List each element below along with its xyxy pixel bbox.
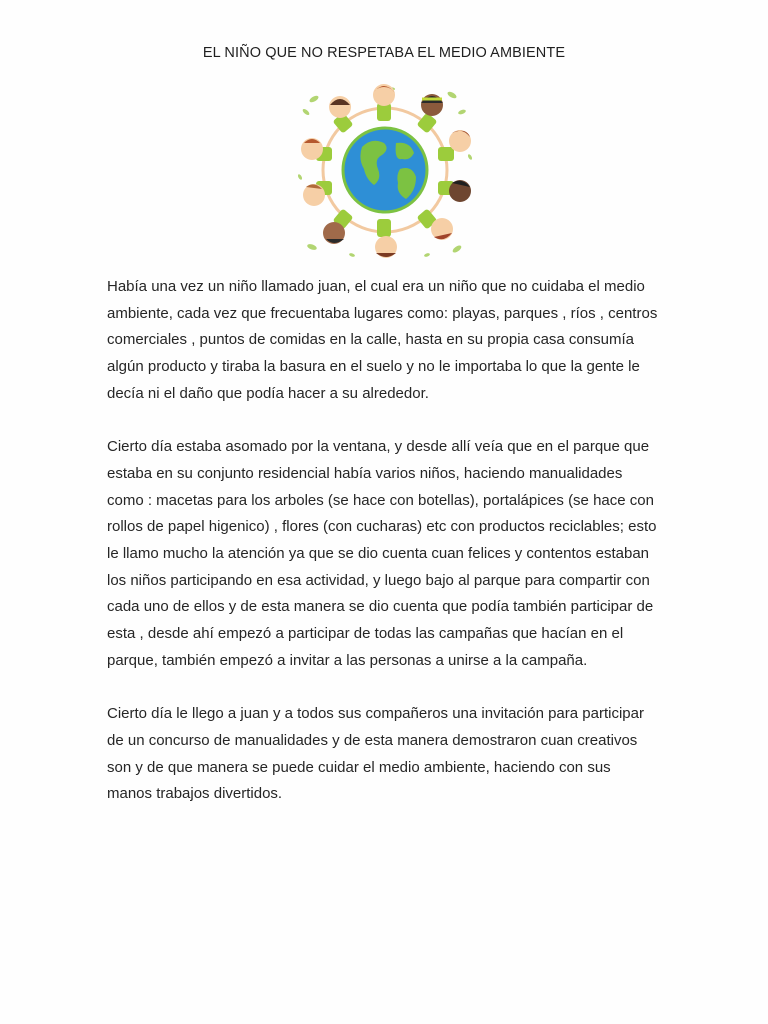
text-line: Cierto día le llego a juan y a todos sus compañeros una invitación para participar — [107, 705, 644, 723]
document-title: EL NIÑO QUE NO RESPETABA EL MEDIO AMBIENTE — [202, 45, 566, 61]
text-line: parque, también empezó a invitar a las personas a unirse a la campaña. — [107, 651, 588, 669]
text-line: los niños participando en esa actividad, y luego bajo al parque para compartir con — [107, 571, 650, 589]
text-line: decía ni el daño que podía hacer a su alrededor. — [107, 384, 429, 402]
paragraph-2 — [107, 434, 667, 674]
text-line: ambiente, cada vez que frecuentaba lugares como: playas, parques , ríos , centros — [107, 304, 658, 322]
text-line: rollos de papel higenico) , flores (con cucharas) etc con productos reciclables; esto — [107, 518, 657, 536]
children-around-earth-illustration — [292, 77, 478, 263]
text-line: Había una vez un niño llamado juan, el cual era un niño que no cuidaba el medio — [107, 278, 645, 295]
text-line: comerciales , puntos de comidas en la calle, hasta en su propia casa consumía — [107, 331, 634, 349]
text-line: cada uno de ellos y de esta manera se dio cuenta que podía también participar de — [107, 598, 654, 616]
text-line: algún producto y tiraba la basura en el suelo y no le importaba lo que la gente le — [107, 358, 640, 376]
text-line: de un concurso de manualidades y de esta manera demostraron cuan creativos — [107, 731, 638, 749]
text-line: estaba en su conjunto residencial había varios niños, haciendo manualidades — [107, 464, 623, 482]
text-line: manos trabajos divertidos. — [107, 785, 283, 803]
story-body — [107, 274, 667, 803]
earth-kids-icon — [292, 77, 478, 263]
paragraph-3 — [107, 701, 667, 808]
text-line: Cierto día estaba asomado por la ventana, y desde allí veía que en el parque que — [107, 438, 650, 456]
paragraph-1 — [107, 274, 667, 408]
text-line: son y de que manera se puede cuidar el medio ambiente, haciendo con sus — [107, 758, 611, 776]
text-line: esta , desde ahí empezó a participar de todas las campañas que hacían en el — [107, 625, 624, 643]
text-line: como : macetas para los arboles (se hace con botellas), portalápices (se hace con — [107, 491, 654, 509]
text-line: le llamo mucho la atención ya que se dio cuenta cuan felices y contentos estaban — [107, 545, 650, 563]
